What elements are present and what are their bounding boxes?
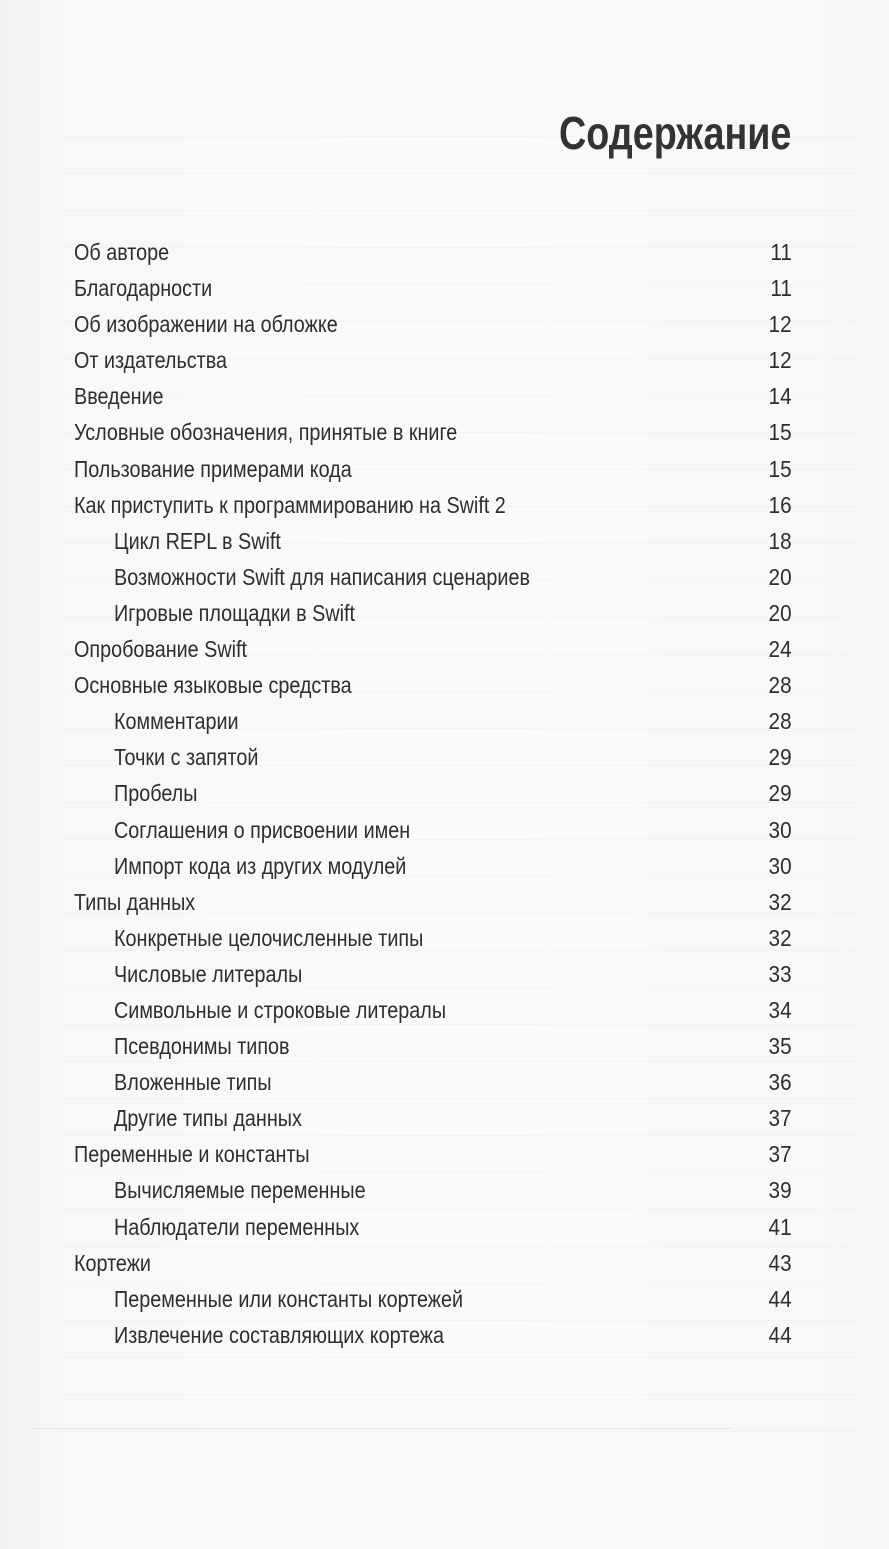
toc-entry-page-number: 30: [768, 852, 792, 879]
toc-entry-page-number: 11: [770, 275, 792, 302]
toc-entry: [74, 920, 792, 956]
toc-entry: [74, 667, 792, 703]
toc-entry-label: Наблюдатели переменных: [114, 1213, 360, 1240]
toc-entry-label: Пробелы: [114, 780, 198, 807]
toc-entry-page-number: 11: [770, 239, 792, 265]
toc-entry-label: Переменные или константы кортежей: [114, 1285, 464, 1312]
toc-entry-page-number: 37: [768, 1105, 792, 1132]
toc-entry-label: Как приступить к программированию на Swift 2: [74, 491, 506, 518]
toc-entry: [74, 631, 792, 667]
toc-entry: [74, 884, 792, 920]
toc-entry-label: Кортежи: [74, 1249, 151, 1276]
toc-entry: [74, 1064, 792, 1100]
toc-entry-page-number: 32: [768, 924, 792, 951]
toc-entry-page-number: 43: [768, 1249, 792, 1276]
toc-entry-label: Соглашения о присвоении имен: [114, 816, 411, 843]
toc-entry-page-number: 12: [768, 311, 792, 338]
toc-entry: [74, 703, 792, 739]
toc-entry-label: От издательства: [74, 347, 227, 374]
toc-entry-page-number: 30: [768, 816, 792, 843]
toc-entry: [74, 1245, 792, 1281]
toc-entry-page-number: 36: [768, 1069, 792, 1096]
toc-entry-label: Извлечение составляющих кортежа: [114, 1321, 444, 1348]
toc-entry-label: Импорт кода из других модулей: [114, 852, 407, 879]
toc-entry-label: Игровые площадки в Swift: [114, 599, 356, 626]
toc-entry: [74, 848, 792, 884]
toc-entry-label: Другие типы данных: [114, 1105, 302, 1132]
toc-entry-page-number: 18: [768, 527, 792, 554]
toc-entry: [74, 595, 792, 631]
toc-entry-label: Вложенные типы: [114, 1069, 272, 1096]
toc-entry-page-number: 39: [768, 1177, 792, 1204]
toc-entry: [74, 1209, 792, 1245]
toc-entry: [74, 1317, 792, 1353]
toc-entry-page-number: 28: [768, 708, 792, 735]
toc-entry-page-number: 28: [768, 672, 792, 699]
toc-entry-label: Числовые литералы: [114, 960, 303, 987]
toc-entry-label: Псевдонимы типов: [114, 1033, 290, 1060]
toc-entry-label: Возможности Swift для написания сценариев: [114, 563, 530, 590]
table-of-contents: [74, 234, 792, 1353]
toc-entry: [74, 306, 792, 342]
page-title: Содержание: [558, 107, 791, 159]
toc-entry-label: Пользование примерами кода: [74, 455, 352, 482]
toc-entry: [74, 1281, 792, 1317]
toc-entry-page-number: 34: [768, 996, 792, 1023]
toc-entry: [74, 812, 792, 848]
toc-entry-page-number: 15: [768, 419, 792, 446]
toc-entry: [74, 487, 792, 523]
toc-entry-page-number: 16: [768, 491, 792, 518]
toc-entry-page-number: 15: [768, 455, 792, 482]
bottom-divider: [30, 1428, 730, 1429]
toc-entry: [74, 1172, 792, 1208]
toc-entry: [74, 342, 792, 378]
toc-entry: [74, 414, 792, 450]
toc-entry-page-number: 33: [768, 960, 792, 987]
toc-entry-page-number: 44: [768, 1321, 792, 1348]
toc-entry-label: Условные обозначения, принятые в книге: [74, 419, 458, 446]
toc-entry-label: Цикл REPL в Swift: [114, 527, 281, 554]
toc-entry-label: Благодарности: [74, 275, 213, 302]
toc-entry-label: Основные языковые средства: [74, 672, 352, 699]
toc-entry-label: Вычисляемые переменные: [114, 1177, 366, 1204]
toc-entry: [74, 739, 792, 775]
toc-entry: [74, 992, 792, 1028]
toc-entry: [74, 378, 792, 414]
toc-entry-label: Комментарии: [114, 708, 239, 735]
toc-entry-page-number: 24: [768, 636, 792, 663]
toc-entry-page-number: 14: [768, 383, 792, 410]
toc-entry: [74, 1028, 792, 1064]
toc-entry: [74, 270, 792, 306]
toc-entry-page-number: 20: [768, 563, 792, 590]
toc-entry-page-number: 37: [768, 1141, 792, 1168]
toc-entry-label: Точки с запятой: [114, 744, 259, 771]
toc-entry-page-number: 44: [768, 1285, 792, 1312]
toc-entry: [74, 1100, 792, 1136]
toc-entry-label: Введение: [74, 383, 164, 410]
toc-entry: [74, 523, 792, 559]
toc-entry-page-number: 32: [768, 888, 792, 915]
toc-entry-label: Типы данных: [74, 888, 196, 915]
toc-entry-label: Опробование Swift: [74, 636, 248, 663]
toc-entry: [74, 559, 792, 595]
toc-entry: [74, 234, 792, 270]
toc-entry: [74, 956, 792, 992]
toc-entry-page-number: 12: [768, 347, 792, 374]
toc-entry-page-number: 29: [768, 744, 792, 771]
toc-entry-label: Переменные и константы: [74, 1141, 310, 1168]
toc-entry-page-number: 41: [768, 1213, 792, 1240]
toc-entry-label: Об авторе: [74, 239, 170, 265]
toc-entry-page-number: 29: [768, 780, 792, 807]
toc-entry-page-number: 35: [768, 1033, 792, 1060]
toc-entry-page-number: 20: [768, 599, 792, 626]
toc-entry-label: Конкретные целочисленные типы: [114, 924, 424, 951]
toc-entry: [74, 451, 792, 487]
toc-entry: [74, 775, 792, 811]
toc-entry-label: Символьные и строковые литералы: [114, 996, 447, 1023]
toc-entry-label: Об изображении на обложке: [74, 311, 338, 338]
toc-entry: [74, 1136, 792, 1172]
